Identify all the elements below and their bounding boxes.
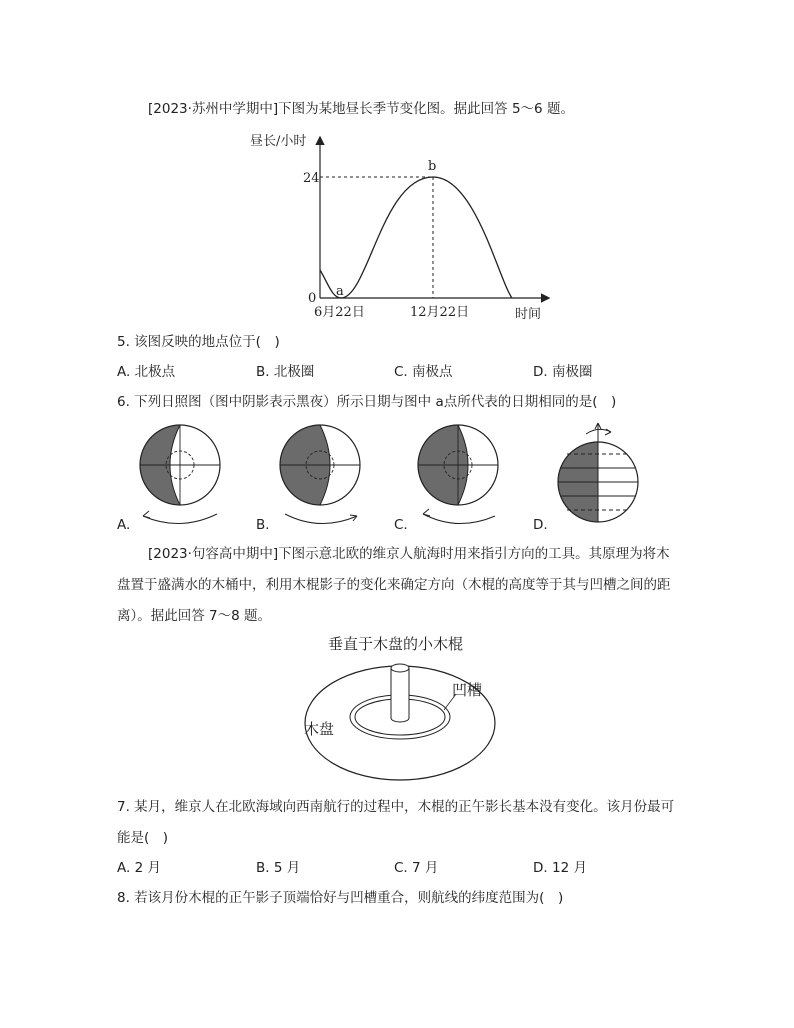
y-tick-24: 24 (303, 171, 320, 186)
q7-option-c: C. 7 月 (394, 860, 439, 876)
label-wooden-disk: 木盘 (304, 720, 335, 738)
wooden-disk-figure (296, 630, 506, 790)
q5-option-d: D. 南极圈 (533, 364, 593, 380)
day-length-chart (250, 128, 570, 328)
globe-c (413, 420, 513, 530)
question-6-stem: 6. 下列日照图（图中阴影表示黑夜）所示日期与图中 a点所代表的日期相同的是( ) (117, 394, 617, 410)
intro-text-2-line-2: 盘置于盛满水的木桶中，利用木棍影子的变化来确定方向（木棍的高度等于其与凹槽之间的距 (117, 577, 671, 593)
question-7-stem-line-1: 7. 某月，维京人在北欧海域向西南航行的过程中，木棍的正午影长基本没有变化。该月份最可 (117, 799, 675, 815)
q6-option-b: B. (256, 517, 270, 533)
point-label-a: a (336, 284, 344, 299)
x-tick-dec22: 12月22日 (410, 305, 470, 320)
globe-d (553, 420, 653, 530)
question-5-stem: 5. 该图反映的地点位于( ) (117, 334, 280, 350)
x-tick-jun22: 6月22日 (314, 305, 365, 320)
q5-option-c: C. 南极点 (394, 364, 453, 380)
q5-option-a: A. 北极点 (117, 364, 176, 380)
point-label-b: b (428, 159, 437, 174)
intro-text-2-line-3: 离）。据此回答 7～8 题。 (117, 608, 272, 624)
globe-b (275, 420, 375, 530)
day-length-curve (320, 177, 512, 298)
q7-option-a: A. 2 月 (117, 860, 161, 876)
q6-option-a: A. (117, 517, 131, 533)
q7-option-b: B. 5 月 (256, 860, 301, 876)
y-axis-label: 昼长/小时 (250, 134, 307, 149)
question-8-stem: 8. 若该月份木棍的正午影子顶端恰好与凹槽重合，则航线的纬度范围为( ) (117, 890, 564, 906)
x-axis-label: 时间 (515, 307, 542, 322)
question-7-stem-line-2: 能是( ) (117, 830, 169, 846)
label-groove: 凹槽 (452, 681, 483, 699)
q7-option-d: D. 12 月 (533, 860, 587, 876)
label-vertical-stick: 垂直于木盘的小木棍 (328, 635, 464, 653)
q6-option-d: D. (533, 517, 548, 533)
y-tick-0: 0 (308, 291, 317, 306)
q5-option-b: B. 北极圈 (256, 364, 315, 380)
globe-a (135, 420, 235, 530)
intro-text-2-line-1: [2023·句容高中期中]下图示意北欧的维京人航海时用来指引方向的工具。其原理为将木 (148, 546, 670, 562)
intro-text-1: [2023·苏州中学期中]下图为某地昼长季节变化图。据此回答 5～6 题。 (148, 101, 574, 117)
q6-option-c: C. (394, 517, 408, 533)
